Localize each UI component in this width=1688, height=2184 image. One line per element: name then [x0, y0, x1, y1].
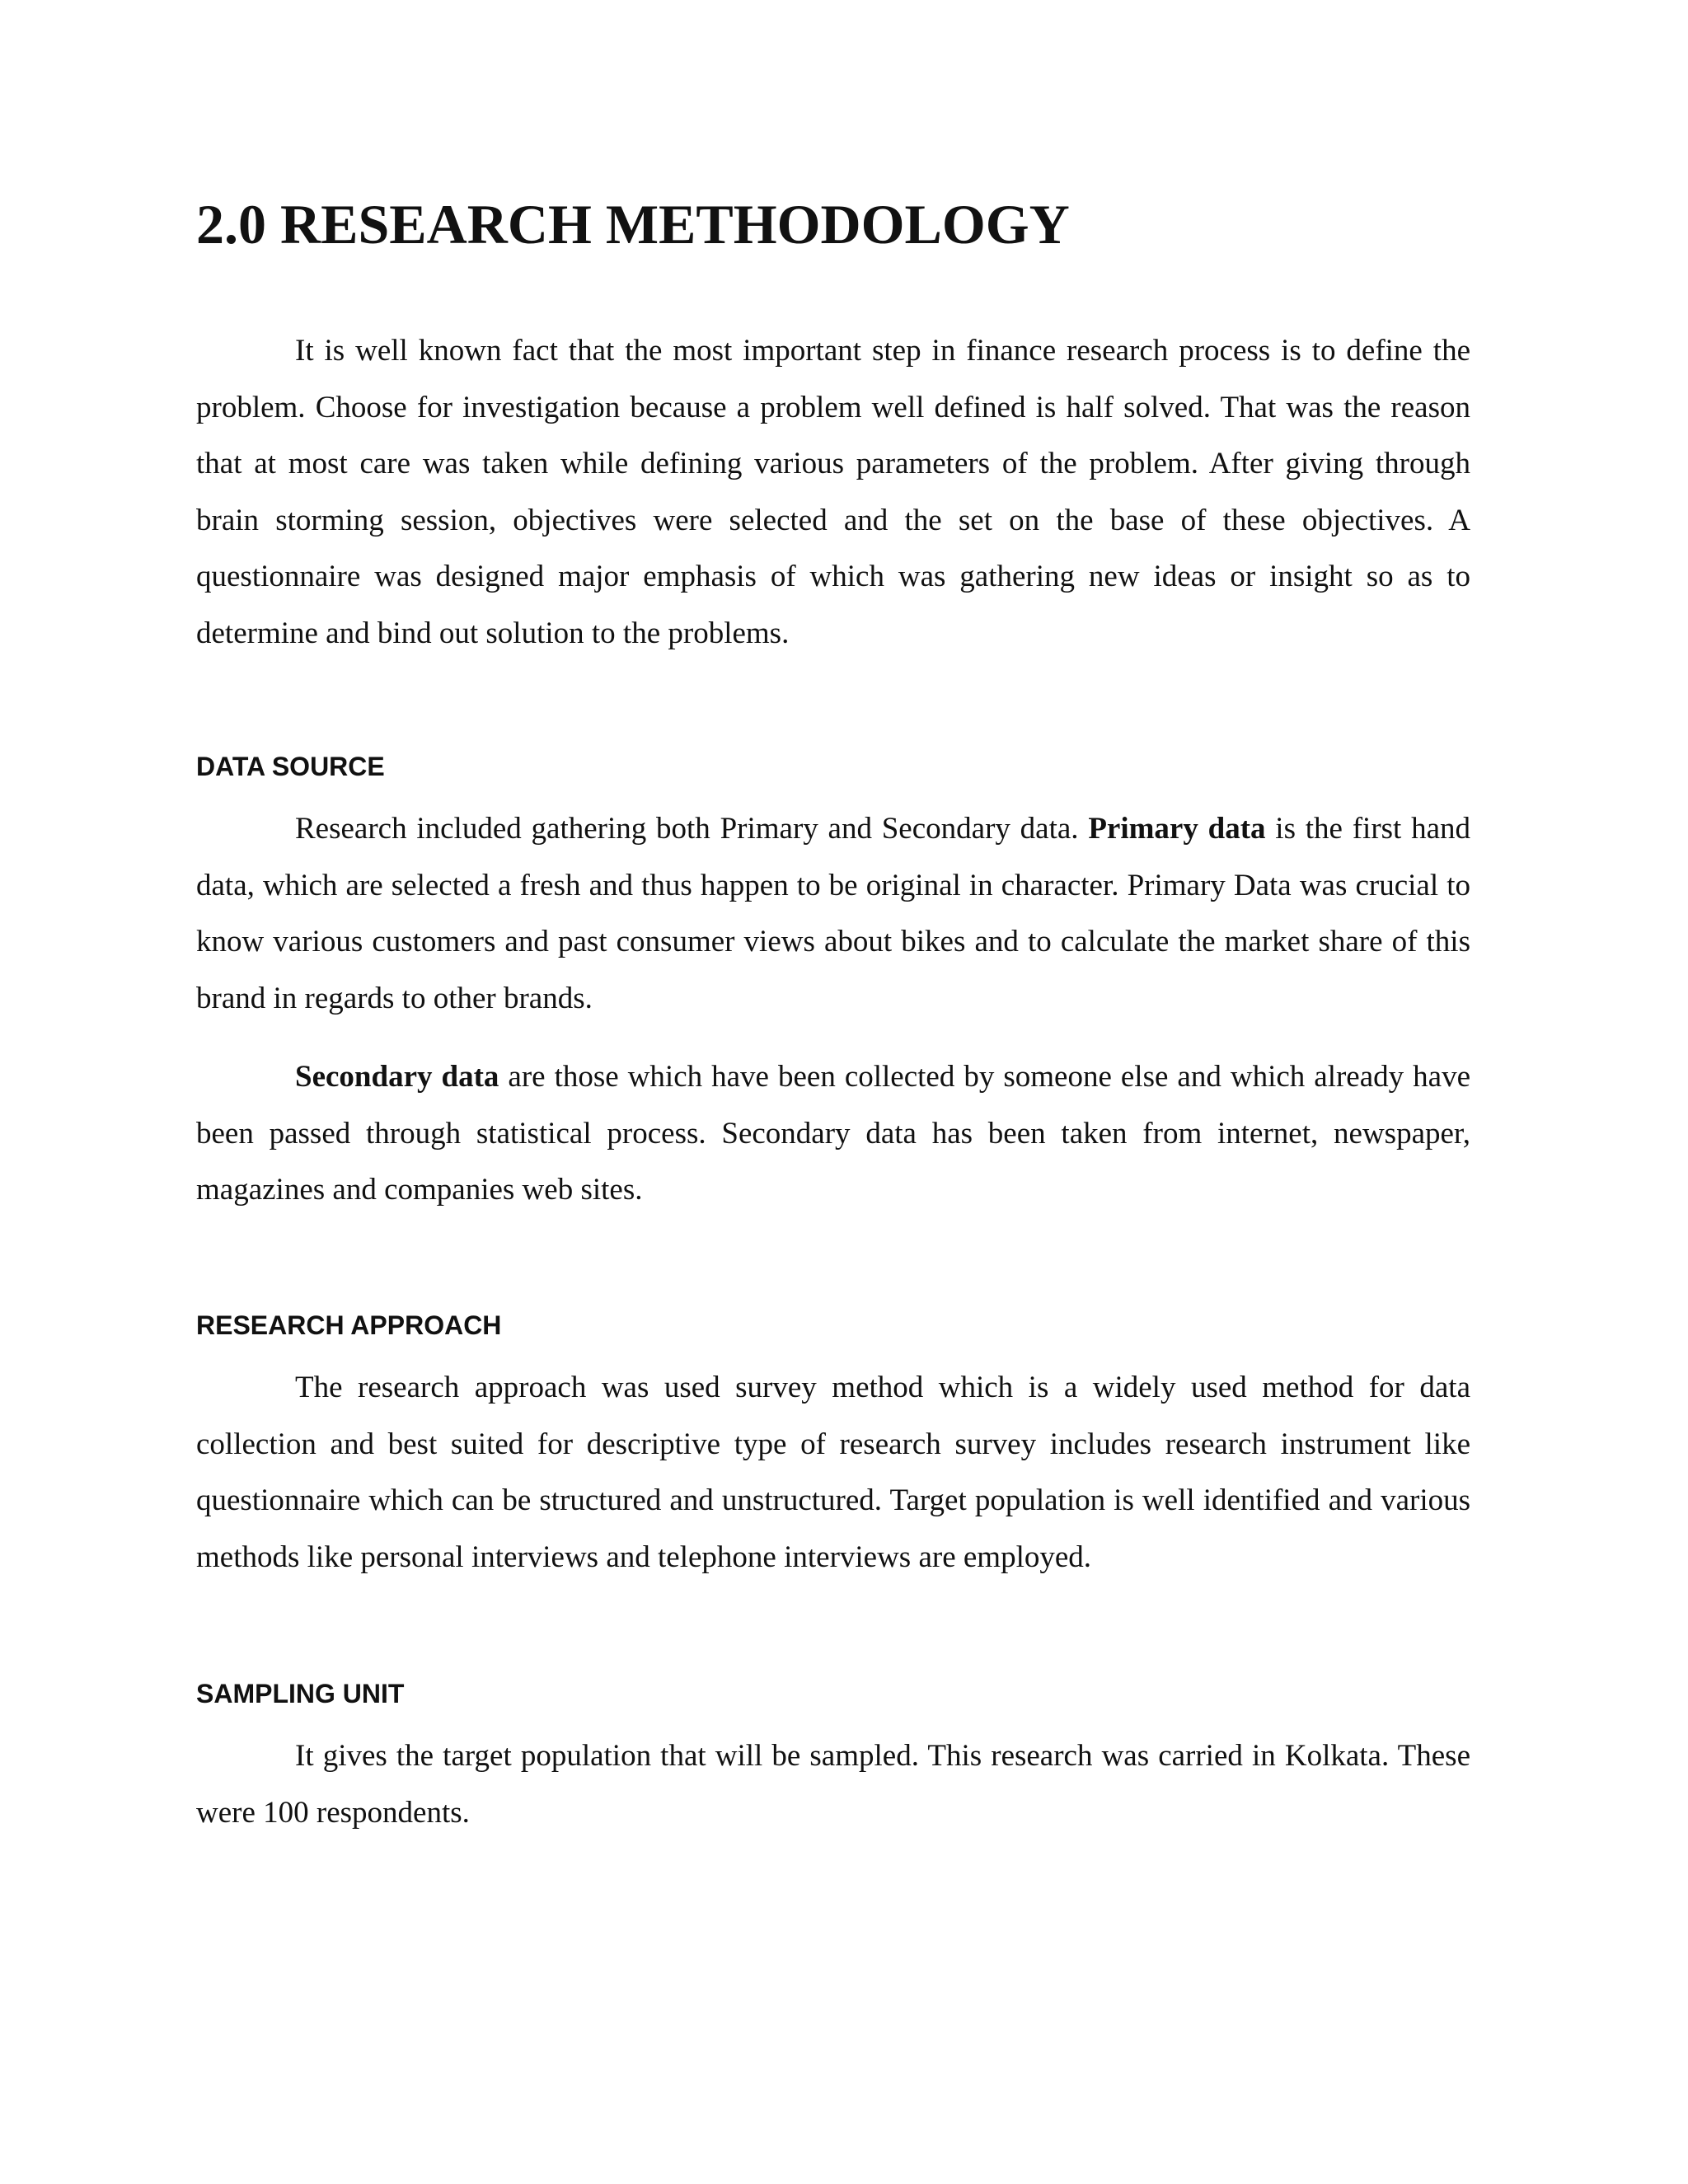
- secondary-data-text-body: are those which have been collected by someone else and which already have been passed through statistical process. Secondary data has been taken from internet, newspaper, magazines and companies web sites.: [196, 1060, 1470, 1207]
- page-title: 2.0 RESEARCH METHODOLOGY: [196, 193, 1070, 255]
- sampling-unit-heading: SAMPLING UNIT: [196, 1679, 405, 1708]
- secondary-data-paragraph: [196, 1049, 1470, 1219]
- primary-data-term: Primary data: [1088, 812, 1266, 846]
- primary-data-paragraph: [196, 801, 1470, 1027]
- data-source-heading: DATA SOURCE: [196, 752, 385, 781]
- research-approach-heading: RESEARCH APPROACH: [196, 1310, 502, 1340]
- secondary-data-term: Secondary data: [295, 1060, 499, 1094]
- research-approach-paragraph: The research approach was used survey method which is a widely used method for data collection and best suited for descriptive type of research survey includes research instrument like questionnaire which can be structured and unstructured. Target population is well identified and various methods like personal interviews and telephone interviews are employed.: [196, 1371, 1470, 1574]
- primary-data-text-body: is the first hand data, which are selected a fresh and thus happen to be original in character. Primary Data was crucial to know various customers and past consumer views about bikes and to calculate the market share of this brand in regards to other brands.: [196, 812, 1471, 1015]
- sampling-unit-paragraph: It gives the target population that will be sampled. This research was carried in Kolkata. These were 100 respondents.: [196, 1739, 1470, 1830]
- primary-data-text-lead: Research included gathering both Primary and Secondary data.: [295, 812, 1089, 846]
- intro-paragraph: It is well known fact that the most important step in finance research process is to define the problem. Choose for investigation because a problem well defined is half solved. That was the reason that at most care was taken while defining various parameters of the problem. After giving through brain storming session, objectives were selected and the set on the base of these objectives. A questionnaire was designed major emphasis of which was gathering new ideas or insight so as to determine and bind out solution to the problems.: [196, 334, 1470, 650]
